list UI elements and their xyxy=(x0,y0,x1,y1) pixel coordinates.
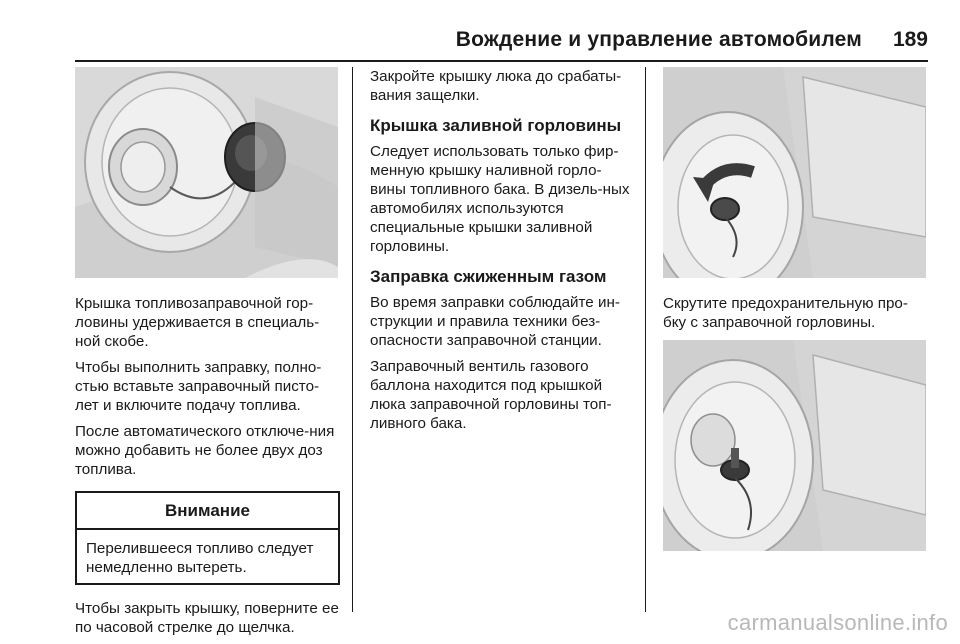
header-rule xyxy=(75,60,928,62)
column-left xyxy=(75,67,340,644)
paragraph-lpg-safety: Во время заправки соблюдайте ин-струкции и правила техники без-опасности заправочной станции. xyxy=(370,294,620,349)
page-title: Вождение и управление автомобилем xyxy=(455,28,862,51)
paragraph-filler-cap: Следует использовать только фир-менную крышку наливной горло-вины топливного бака. В дизель-ных автомобилях используются специальные крышки заливной горловины. xyxy=(370,143,630,255)
watermark: carmanualsonline.info xyxy=(727,610,948,635)
paragraph-unscrew-cap: Скрутите предохранительную про-бку с заправочной горловины. xyxy=(663,295,908,331)
column-middle xyxy=(370,67,635,440)
paragraph-close-flap: Закройте крышку люка до срабаты-вания защелки. xyxy=(370,68,622,104)
notice-title: Внимание xyxy=(77,493,338,530)
paragraph-cap-holder: Крышка топливозаправочной гор-ловины удерживается в специаль-ной скобе. xyxy=(75,295,320,350)
figure-unscrew-cap xyxy=(663,67,926,278)
fuel-cap-illustration xyxy=(75,67,338,278)
column-right xyxy=(663,67,928,551)
paragraph-lpg-valve: Заправочный вентиль газового баллона находится под крышкой люка заправочной горловины топ-ливного бака. xyxy=(370,358,612,432)
column-divider-right xyxy=(645,67,646,612)
page-number: 189 xyxy=(892,28,928,51)
page-header xyxy=(75,28,928,58)
heading-lpg-refuel: Заправка сжиженным газом xyxy=(370,267,607,286)
unscrew-cap-illustration xyxy=(663,67,926,278)
figure-lpg-valve xyxy=(663,340,926,551)
paragraph-refuel: Чтобы выполнить заправку, полно-стью вставьте заправочный писто-лет и включите подачу топлива. xyxy=(75,359,322,414)
notice-text: Перелившееся топливо следует немедленно вытереть. xyxy=(86,540,314,576)
lpg-valve-illustration xyxy=(663,340,926,551)
notice-body xyxy=(77,530,338,583)
paragraph-auto-cutoff: После автоматического отключе-ния можно добавить не более двух доз топлива. xyxy=(75,423,335,478)
heading-filler-cap: Крышка заливной горловины xyxy=(370,116,622,135)
paragraph-close-cap: Чтобы закрыть крышку, поверните ее по часовой стрелке до щелчка. xyxy=(75,600,339,636)
figure-fuel-cap-holder xyxy=(75,67,338,278)
column-divider-left xyxy=(352,67,353,612)
notice-box xyxy=(75,491,340,585)
